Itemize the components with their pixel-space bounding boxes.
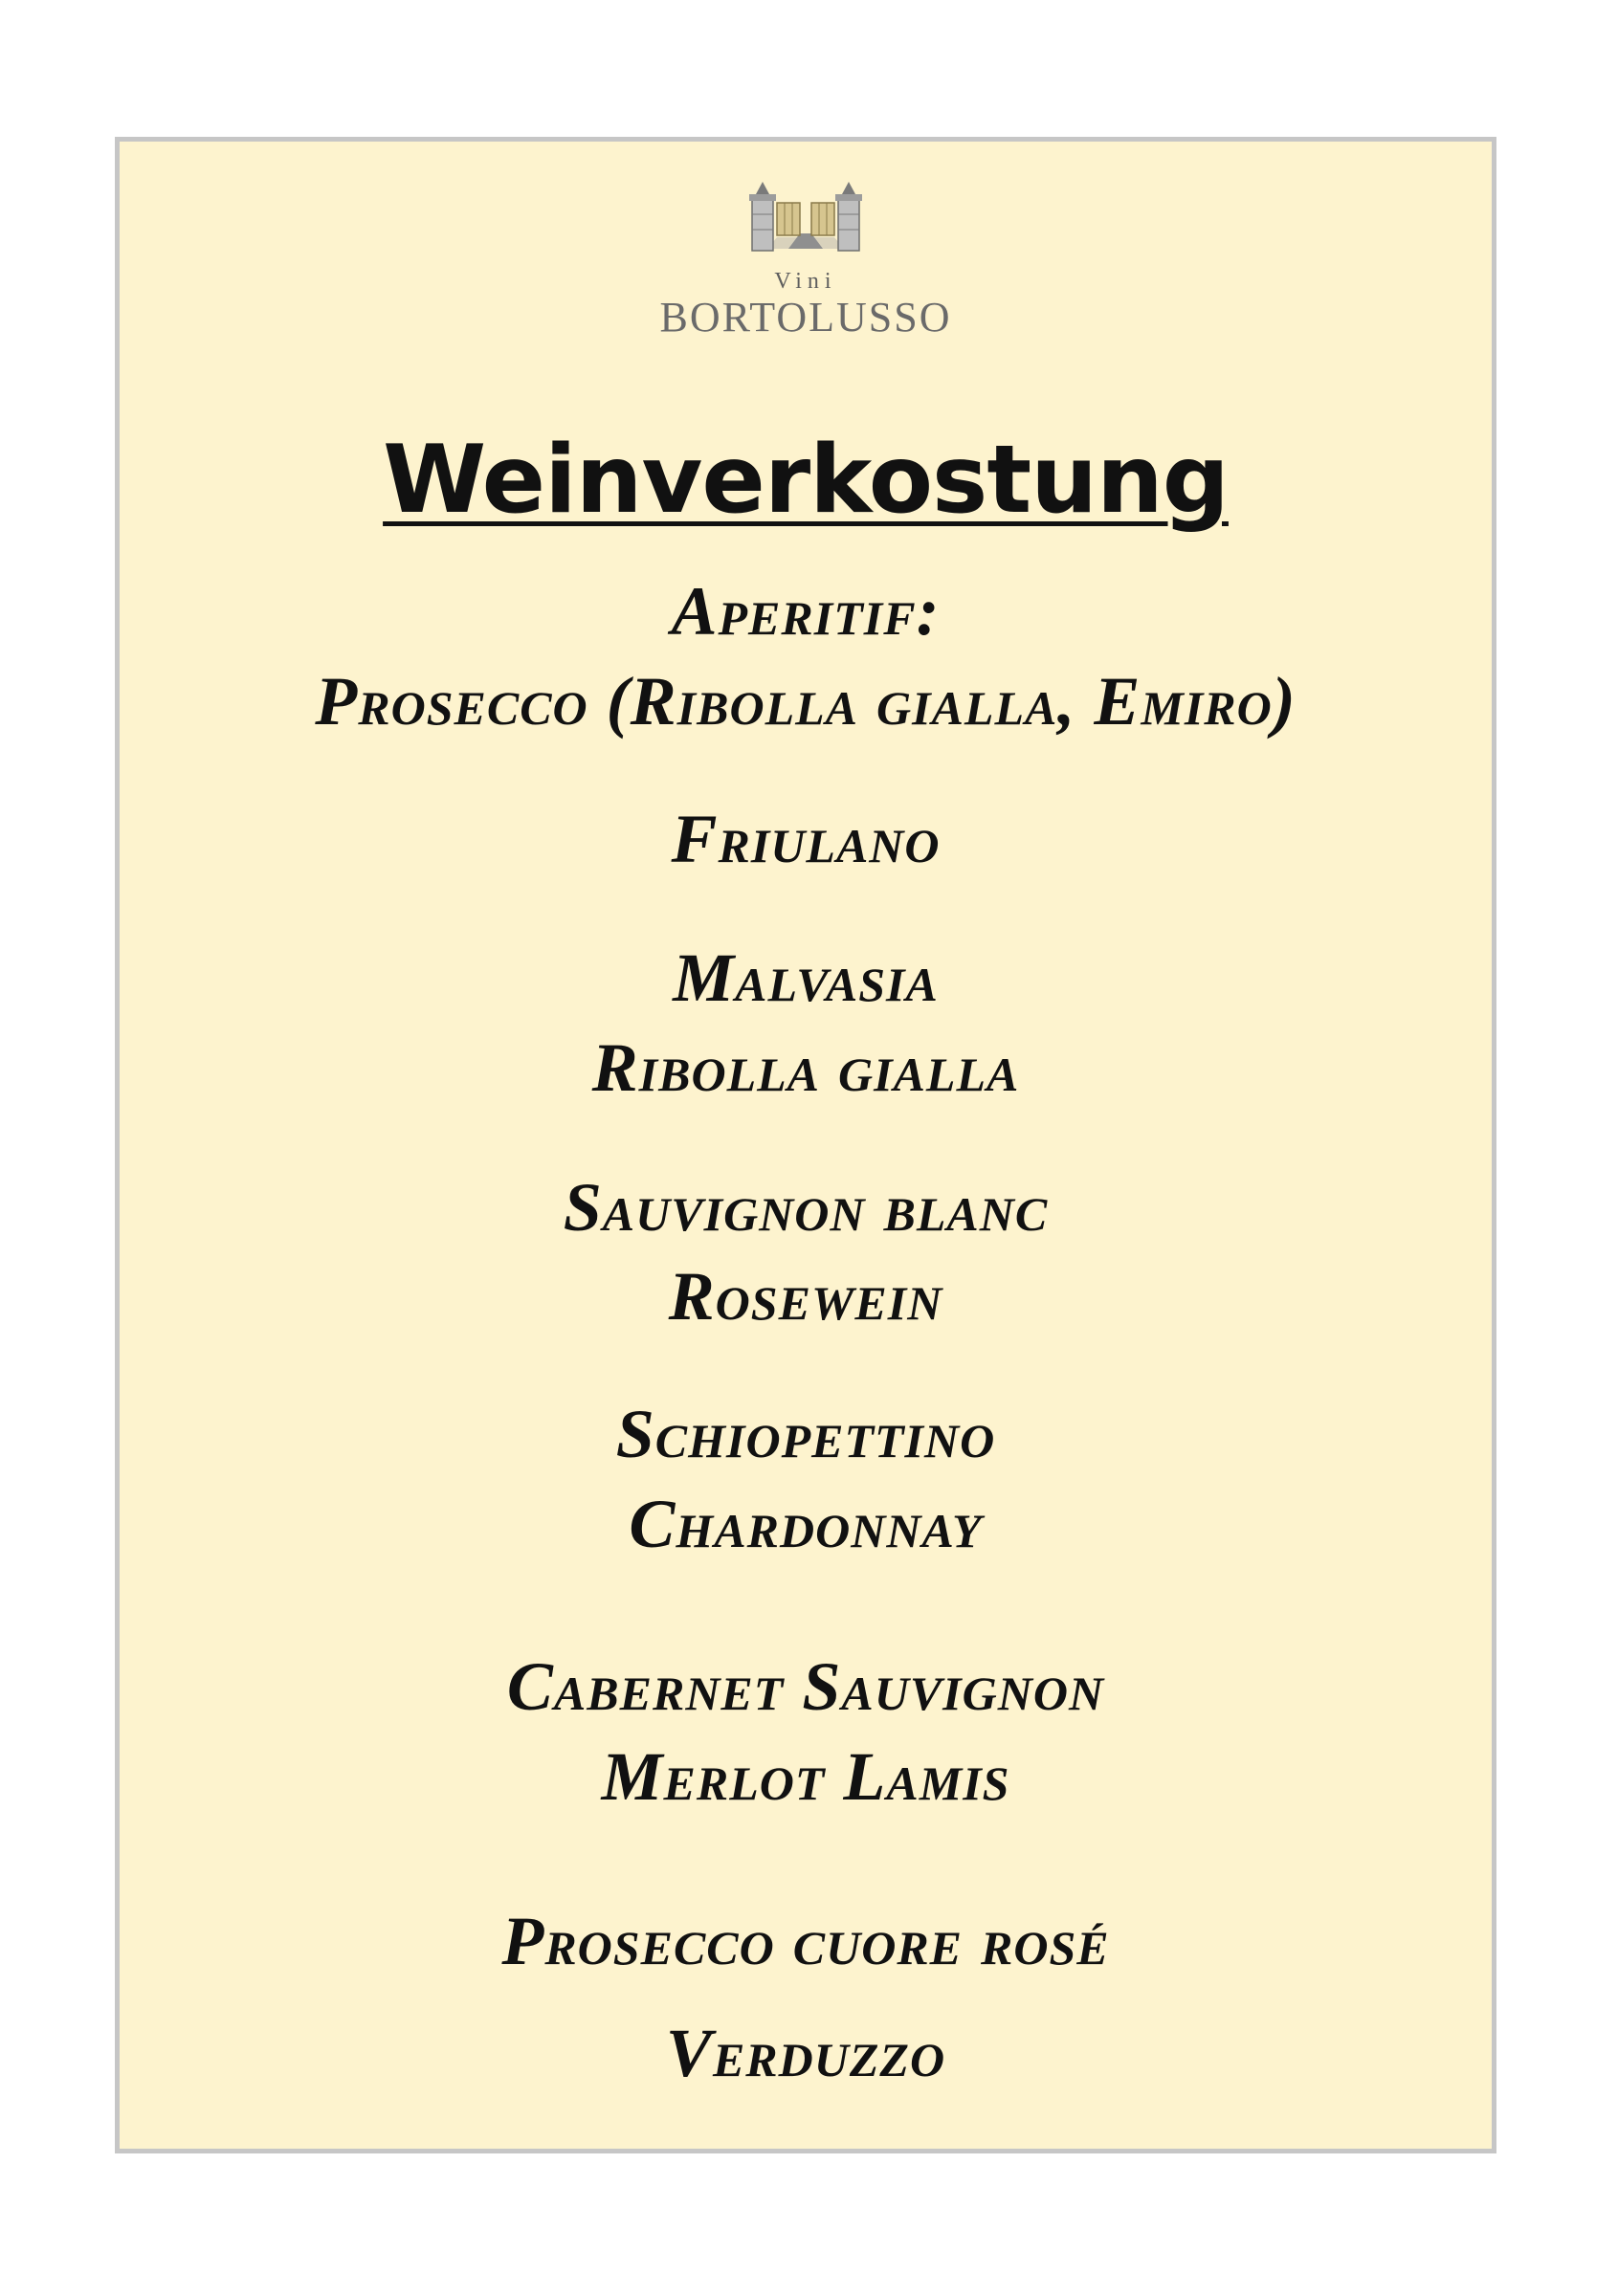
logo-vini-text: Vini bbox=[774, 269, 837, 294]
wine-item-friulano: Friulano bbox=[671, 801, 941, 877]
wine-item-aperitif: Aperitif: bbox=[671, 573, 941, 650]
wine-item-schiopettino: Schiopettino bbox=[615, 1396, 996, 1472]
page-title: Weinverkostung bbox=[383, 426, 1229, 535]
wine-item-cabernet-sauvignon: Cabernet Sauvignon bbox=[506, 1648, 1105, 1725]
winery-gate-icon bbox=[739, 178, 873, 256]
wine-item-malvasia: Malvasia bbox=[673, 939, 939, 1016]
wine-item-prosecco-cuore-rose: Prosecco cuore rosé bbox=[501, 1903, 1110, 1979]
wine-item-merlot-lamis: Merlot Lamis bbox=[601, 1738, 1010, 1815]
wine-item-rosewein: Rosewein bbox=[668, 1258, 943, 1335]
logo-brand-name: BORTOLUSSO bbox=[659, 294, 952, 341]
wine-item-verduzzo: Verduzzo bbox=[665, 2015, 946, 2091]
winery-logo bbox=[120, 178, 1492, 339]
wine-item-prosecco-aperitif: Prosecco (Ribolla gialla, Emiro) bbox=[315, 663, 1297, 740]
menu-card bbox=[115, 137, 1496, 2153]
wine-item-sauvignon-blanc: Sauvignon blanc bbox=[563, 1169, 1049, 1246]
wine-item-chardonnay: Chardonnay bbox=[629, 1486, 983, 1562]
wine-item-ribolla-gialla: Ribolla gialla bbox=[591, 1029, 1020, 1106]
